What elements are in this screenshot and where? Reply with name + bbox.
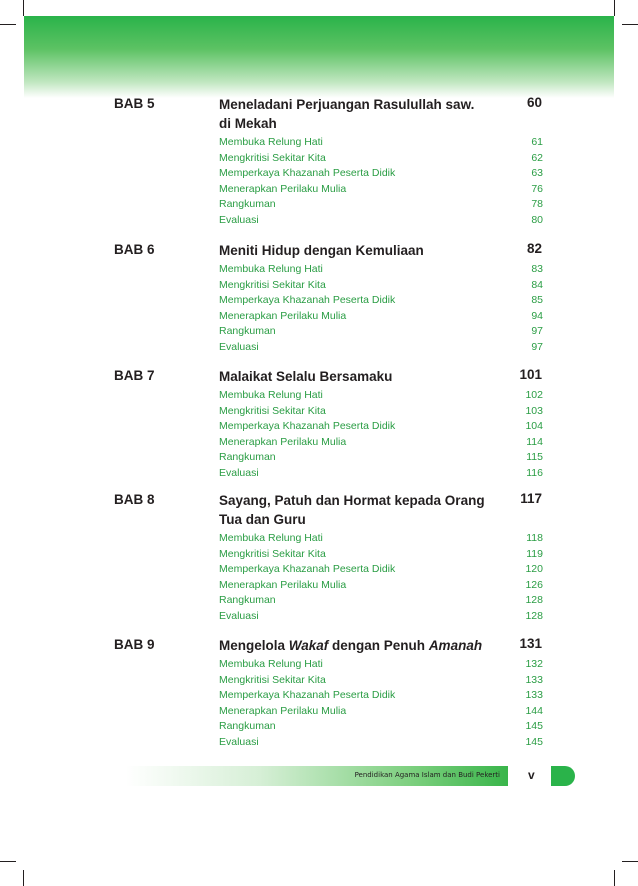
chapter-label: BAB 8 (114, 492, 155, 507)
subentry-label: Mengkritisi Sekitar Kita (219, 151, 326, 164)
subentry-row[interactable] (219, 151, 543, 167)
chapter-title-part: dengan Penuh (328, 638, 429, 653)
subentry-label: Memperkaya Khazanah Peserta Didik (219, 689, 396, 701)
subentry-label: Memperkaya Khazanah Peserta Didik (219, 294, 396, 306)
chapter-label: BAB 6 (114, 242, 155, 257)
subentry-label: Rangkuman (219, 594, 276, 606)
page-number: v (528, 768, 535, 782)
subentry-page-number: 145 (525, 735, 543, 748)
chapter-label: BAB 5 (114, 96, 155, 111)
subentry-row[interactable] (219, 197, 543, 213)
crop-mark-bottom-left-v (23, 870, 24, 886)
subentry-list (219, 135, 543, 228)
subentry-row[interactable] (219, 278, 543, 294)
subentry-page-number: 83 (531, 263, 543, 275)
subentry-page-number: 120 (525, 563, 543, 575)
chapter-title (219, 241, 489, 260)
subentry-page-number: 115 (526, 451, 543, 463)
subentry-page-number: 118 (526, 532, 543, 544)
subentry-page-number: 133 (525, 689, 543, 701)
subentry-label: Evaluasi (219, 340, 259, 353)
subentry-row[interactable] (219, 135, 543, 151)
subentry-row[interactable] (219, 324, 543, 340)
subentry-row[interactable] (219, 262, 543, 278)
subentry-page-number: 80 (531, 213, 543, 226)
chapter-title-part: Mengelola (219, 638, 289, 653)
subentry-label: Membuka Relung Hati (219, 263, 323, 275)
subentry-label: Memperkaya Khazanah Peserta Didik (219, 563, 396, 575)
subentry-row[interactable] (219, 435, 543, 451)
crop-mark-top-right-h (622, 24, 638, 25)
subentry-page-number: 102 (525, 389, 543, 401)
chapter-title-part: Amanah (428, 638, 483, 653)
chapter-label: BAB 7 (114, 368, 155, 383)
header-gradient-band (24, 16, 614, 98)
chapter-title-part: Meneladani Perjuangan Rasulullah saw. di Mekah (219, 97, 475, 131)
subentry-row[interactable] (219, 166, 543, 182)
subentry-row[interactable] (219, 182, 543, 198)
crop-mark-top-left-v (23, 0, 24, 16)
chapter-title (219, 95, 489, 133)
subentry-list (219, 388, 543, 481)
subentry-label: Membuka Relung Hati (219, 136, 323, 148)
subentry-page-number: 76 (531, 182, 543, 195)
subentry-label: Menerapkan Perilaku Mulia (219, 704, 347, 717)
subentry-row[interactable] (219, 593, 543, 609)
chapter-label: BAB 9 (114, 637, 155, 652)
subentry-page-number: 62 (531, 151, 543, 164)
crop-mark-bottom-left-h (0, 861, 16, 862)
subentry-row[interactable] (219, 450, 543, 466)
subentry-label: Rangkuman (219, 720, 276, 732)
chapter-title-part: Wakaf (288, 638, 329, 653)
subentry-label: Membuka Relung Hati (219, 389, 323, 401)
subentry-page-number: 145 (525, 720, 543, 732)
subentry-page-number: 132 (525, 658, 543, 670)
subentry-label: Membuka Relung Hati (219, 658, 323, 670)
subentry-page-number: 126 (525, 578, 543, 591)
subentry-row[interactable] (219, 531, 543, 547)
subentry-label: Evaluasi (219, 735, 259, 748)
chapter-title (219, 636, 489, 655)
chapter-title (219, 491, 489, 529)
subentry-label: Evaluasi (219, 466, 259, 479)
subentry-row[interactable] (219, 547, 543, 563)
subentry-label: Evaluasi (219, 609, 259, 622)
subentry-label: Menerapkan Perilaku Mulia (219, 309, 347, 322)
chapter-page-number: 131 (519, 636, 542, 651)
subentry-row[interactable] (219, 735, 543, 751)
subentry-page-number: 78 (531, 198, 543, 210)
subentry-row[interactable] (219, 340, 543, 356)
subentry-label: Mengkritisi Sekitar Kita (219, 673, 326, 686)
crop-mark-bottom-right-h (622, 861, 638, 862)
subentry-row[interactable] (219, 657, 543, 673)
chapter-title-part: Malaikat Selalu Bersamaku (219, 369, 393, 384)
subentry-page-number: 97 (531, 325, 543, 337)
footer-book-title: Pendidikan Agama Islam dan Budi Pekerti (354, 771, 500, 779)
subentry-label: Memperkaya Khazanah Peserta Didik (219, 420, 396, 432)
chapter-page-number: 82 (526, 241, 542, 256)
subentry-row[interactable] (219, 578, 543, 594)
subentry-row[interactable] (219, 293, 543, 309)
subentry-page-number: 104 (525, 420, 543, 432)
subentry-row[interactable] (219, 213, 543, 229)
crop-mark-bottom-right-v (614, 870, 615, 886)
chapter-page-number: 101 (519, 367, 542, 382)
subentry-label: Memperkaya Khazanah Peserta Didik (219, 167, 396, 179)
subentry-label: Menerapkan Perilaku Mulia (219, 182, 347, 195)
subentry-page-number: 116 (526, 466, 543, 479)
page-tab-marker (551, 766, 575, 786)
subentry-row[interactable] (219, 419, 543, 435)
subentry-label: Mengkritisi Sekitar Kita (219, 278, 326, 291)
subentry-row[interactable] (219, 673, 543, 689)
subentry-row[interactable] (219, 609, 543, 625)
subentry-page-number: 128 (525, 609, 543, 622)
subentry-list (219, 531, 543, 624)
subentry-row[interactable] (219, 688, 543, 704)
subentry-row[interactable] (219, 562, 543, 578)
subentry-row[interactable] (219, 404, 543, 420)
subentry-row[interactable] (219, 388, 543, 404)
subentry-page-number: 97 (531, 340, 543, 353)
subentry-page-number: 94 (531, 309, 543, 322)
subentry-row[interactable] (219, 704, 543, 720)
subentry-page-number: 84 (531, 278, 543, 291)
subentry-label: Menerapkan Perilaku Mulia (219, 578, 347, 591)
crop-mark-top-left-h (0, 24, 16, 25)
subentry-row[interactable] (219, 309, 543, 325)
subentry-label: Rangkuman (219, 198, 276, 210)
subentry-label: Mengkritisi Sekitar Kita (219, 404, 326, 417)
subentry-page-number: 85 (531, 294, 543, 306)
chapter-title-part: Sayang, Patuh dan Hormat kepada Orang Tua dan Guru (219, 493, 485, 527)
subentry-page-number: 61 (531, 136, 543, 148)
subentry-label: Evaluasi (219, 213, 259, 226)
subentry-label: Menerapkan Perilaku Mulia (219, 435, 347, 448)
subentry-page-number: 114 (526, 435, 543, 448)
subentry-page-number: 63 (531, 167, 543, 179)
subentry-page-number: 144 (525, 704, 543, 717)
subentry-list (219, 657, 543, 750)
subentry-list (219, 262, 543, 355)
chapter-page-number: 117 (520, 491, 542, 506)
subentry-row[interactable] (219, 466, 543, 482)
subentry-row[interactable] (219, 719, 543, 735)
subentry-label: Mengkritisi Sekitar Kita (219, 547, 326, 560)
subentry-label: Rangkuman (219, 325, 276, 337)
chapter-page-number: 60 (526, 95, 542, 110)
subentry-page-number: 128 (525, 594, 543, 606)
subentry-label: Rangkuman (219, 451, 276, 463)
crop-mark-top-right-v (614, 0, 615, 16)
subentry-page-number: 103 (525, 404, 543, 417)
chapter-title-part: Meniti Hidup dengan Kemuliaan (219, 243, 424, 258)
subentry-label: Membuka Relung Hati (219, 532, 323, 544)
subentry-page-number: 133 (525, 673, 543, 686)
chapter-title (219, 367, 489, 386)
subentry-page-number: 119 (526, 547, 543, 560)
